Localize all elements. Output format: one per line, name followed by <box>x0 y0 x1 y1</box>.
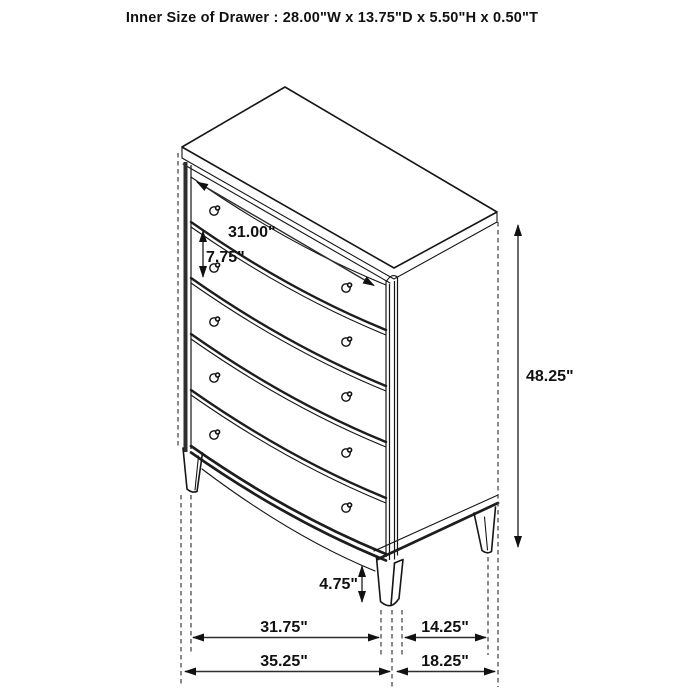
front-right-corner-post <box>386 276 398 560</box>
dimension-annotations <box>185 182 574 672</box>
front-base-rail <box>191 446 386 571</box>
dim-leg-height-label: 4.75" <box>319 576 358 593</box>
drawer-knob-icon <box>342 283 352 292</box>
drawer-knob-icon <box>342 337 352 346</box>
chest-drawing <box>178 87 498 606</box>
dim-overall-depth <box>397 653 495 672</box>
dim-side-leg-span <box>405 619 486 638</box>
chest-left-edge <box>178 153 191 452</box>
dim-front-leg-span-label: 31.75" <box>260 619 308 636</box>
dim-overall-depth-label: 18.25" <box>421 653 469 670</box>
drawer-knob-icon <box>342 392 352 401</box>
dim-front-leg-span <box>193 619 379 638</box>
projection-guide-lines <box>181 222 498 687</box>
dim-overall-height <box>518 225 574 547</box>
front-right-leg <box>377 558 404 606</box>
dim-overall-width-label: 35.25" <box>260 653 308 670</box>
drawer-front-edges <box>191 177 386 503</box>
drawer-knob-icon <box>210 206 220 215</box>
drawer-knob-icon <box>210 373 220 382</box>
dim-drawer-width-label: 31.00" <box>228 224 276 241</box>
drawer-knob-icon <box>342 503 352 512</box>
drawer-knob-icon <box>210 317 220 326</box>
dim-side-leg-span-label: 14.25" <box>421 619 469 636</box>
drawer-knob-icon <box>342 448 352 457</box>
dim-drawer-width <box>197 182 374 286</box>
drawer-knob-icon <box>210 430 220 439</box>
dim-drawer-front-height-label: 7.75" <box>206 249 245 266</box>
dim-overall-width <box>185 653 390 672</box>
dim-overall-height-label: 48.25" <box>526 368 574 385</box>
diagram-title: Inner Size of Drawer : 28.00"W x 13.75"D x 5.50"H x 0.50"T <box>125 10 539 26</box>
side-panel <box>374 495 498 559</box>
dim-leg-height <box>319 566 362 602</box>
